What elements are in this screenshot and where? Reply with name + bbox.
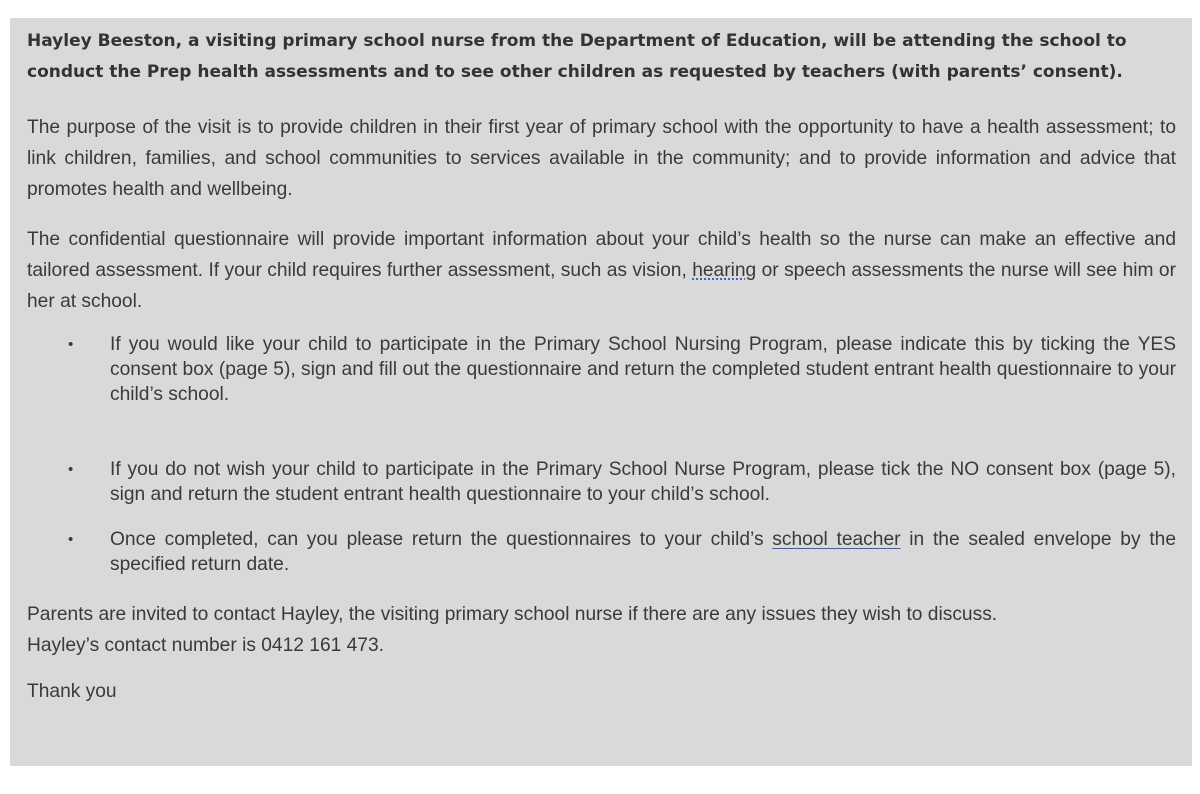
spellcheck-flagged-word: hearing bbox=[692, 260, 757, 281]
bullet-icon: • bbox=[68, 461, 74, 478]
intro-paragraph: Hayley Beeston, a visiting primary school nurse from the Department of Education, will be attending the school to conduct the Prep health assessments and to see other children as requested by teachers (with parents’ consent). bbox=[27, 31, 1127, 82]
questionnaire-text-before: The confidential questionnaire will provide important information about your child’s health so the nurse can make an effective and tailored assessment. If your child requires further assessment, such as vision, bbox=[27, 229, 1176, 281]
contact-paragraph bbox=[27, 599, 1176, 661]
list-item-consent-yes bbox=[27, 332, 1176, 407]
purpose-paragraph: The purpose of the visit is to provide children in their first year of primary school with the opportunity to have a health assessment; to link children, families, and school communities to services available in the community; and to provide information and advice that promotes health and wellbeing. bbox=[27, 117, 1176, 200]
questionnaire-paragraph bbox=[27, 224, 1176, 317]
list-item-text-before: Once completed, can you please return the questionnaires to your child’s bbox=[110, 529, 773, 550]
list-item-return bbox=[27, 527, 1176, 577]
instructions-list bbox=[27, 332, 1176, 577]
contact-line-2: Hayley’s contact number is 0412 161 473. bbox=[27, 635, 384, 656]
questionnaire-text-after: or speech assessments the nurse will see him or her at school. bbox=[27, 260, 1176, 312]
bullet-icon: • bbox=[68, 336, 74, 353]
list-item-text: If you would like your child to participate in the Primary School Nursing Program, please indicate this by ticking the YES consent box (page 5), sign and fill out the questionnaire and return the completed student entrant health questionnaire to your child’s school. bbox=[110, 334, 1176, 405]
bullet-icon: • bbox=[68, 531, 74, 548]
list-item-text: If you do not wish your child to participate in the Primary School Nurse Program, please tick the NO consent box (page 5), sign and return the student entrant health questionnaire to your child’s school. bbox=[110, 459, 1176, 505]
notice-panel bbox=[10, 18, 1192, 766]
grammar-flagged-phrase: school teacher bbox=[772, 529, 901, 550]
closing-text: Thank you bbox=[27, 681, 117, 702]
list-item-text-after: in the sealed envelope by the specified return date. bbox=[110, 529, 1176, 575]
list-item-consent-no bbox=[27, 457, 1176, 507]
contact-line-1: Parents are invited to contact Hayley, the visiting primary school nurse if there are any issues they wish to discuss. bbox=[27, 604, 998, 625]
